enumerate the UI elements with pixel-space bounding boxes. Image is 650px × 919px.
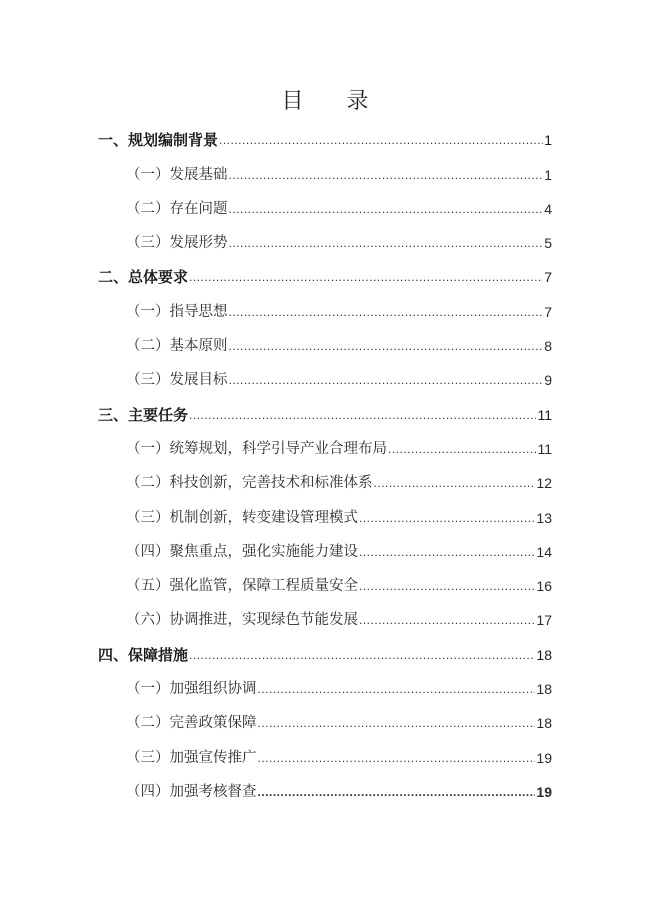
- toc-entry-section[interactable]: [98, 219, 552, 253]
- dot-leader: [359, 576, 535, 596]
- dot-leader: [229, 165, 544, 185]
- dot-leader: [189, 645, 535, 665]
- toc-entry-page: 8: [544, 338, 552, 355]
- dot-leader: [229, 336, 544, 356]
- toc-entry-section[interactable]: [98, 528, 552, 562]
- toc-entry-section[interactable]: [98, 287, 552, 321]
- toc-entry-label: 一、规划编制背景: [98, 131, 219, 150]
- toc-entry-label: （一）指导思想: [126, 303, 228, 320]
- dot-leader: [374, 473, 536, 493]
- toc-entry-page: 11: [537, 406, 552, 423]
- toc-entry-label: （六）协调推进，实现绿色节能发展: [126, 612, 358, 629]
- toc-entry-label: （二）完善政策保障: [126, 715, 257, 732]
- toc-entry-page: 17: [536, 612, 552, 629]
- toc-entry-section[interactable]: [98, 733, 552, 767]
- toc-entry-label: （二）科技创新，完善技术和标准体系: [126, 475, 373, 492]
- table-of-contents: [98, 116, 552, 802]
- toc-entry-label: （一）发展基础: [126, 166, 228, 183]
- toc-entry-chapter-4[interactable]: [98, 630, 552, 664]
- toc-entry-label: （五）强化监管，保障工程质量安全: [126, 578, 358, 595]
- dot-leader: [219, 130, 543, 150]
- toc-entry-section[interactable]: [98, 493, 552, 527]
- toc-entry-section[interactable]: [98, 459, 552, 493]
- toc-entry-label: （二）存在问题: [126, 200, 228, 217]
- dot-leader: [229, 302, 544, 322]
- toc-entry-page: 9: [544, 372, 552, 389]
- toc-entry-label: （四）加强考核督查: [126, 783, 257, 800]
- toc-entry-page: 19: [536, 783, 552, 800]
- toc-entry-label: 二、总体要求: [98, 268, 189, 287]
- toc-title: 目 录: [281, 89, 387, 114]
- toc-entry-label: （一）加强组织协调: [126, 681, 257, 698]
- toc-entry-section[interactable]: [98, 425, 552, 459]
- dot-leader: [189, 267, 543, 287]
- toc-entry-chapter-1[interactable]: [98, 116, 552, 150]
- dot-leader: [258, 679, 536, 699]
- toc-entry-section[interactable]: [98, 322, 552, 356]
- dot-leader: [189, 405, 536, 425]
- toc-entry-page: 5: [544, 235, 552, 252]
- toc-entry-page: 18: [536, 646, 552, 663]
- toc-entry-section[interactable]: [98, 699, 552, 733]
- toc-entry-label: （三）发展目标: [126, 372, 228, 389]
- toc-entry-page: 7: [544, 269, 552, 286]
- toc-entry-label: （四）聚焦重点，强化实施能力建设: [126, 543, 358, 560]
- toc-entry-section[interactable]: [98, 596, 552, 630]
- toc-entry-page: 14: [536, 543, 552, 560]
- dot-leader: [258, 748, 536, 768]
- dot-leader: [388, 439, 536, 459]
- toc-entry-page: 1: [544, 166, 552, 183]
- toc-entry-page: 13: [536, 509, 552, 526]
- toc-entry-label: 三、主要任务: [98, 405, 189, 424]
- dot-leader: [258, 782, 536, 802]
- toc-entry-label: 四、保障措施: [98, 645, 189, 664]
- toc-entry-label: （三）机制创新，转变建设管理模式: [126, 509, 358, 526]
- toc-entry-label: （三）加强宣传推广: [126, 749, 257, 766]
- toc-entry-page: 4: [544, 200, 552, 217]
- dot-leader: [359, 542, 535, 562]
- toc-entry-label: （三）发展形势: [126, 235, 228, 252]
- toc-entry-page: 16: [536, 578, 552, 595]
- toc-entry-page: 18: [536, 715, 552, 732]
- dot-leader: [258, 713, 536, 733]
- toc-entry-section[interactable]: [98, 150, 552, 184]
- dot-leader: [229, 199, 544, 219]
- toc-entry-page: 12: [536, 475, 552, 492]
- toc-entry-label: （二）基本原则: [126, 338, 228, 355]
- toc-entry-chapter-2[interactable]: [98, 253, 552, 287]
- toc-entry-page: 7: [544, 303, 552, 320]
- toc-entry-section[interactable]: [98, 562, 552, 596]
- dot-leader: [359, 610, 535, 630]
- toc-entry-section[interactable]: [98, 356, 552, 390]
- toc-entry-page: 11: [537, 440, 552, 457]
- toc-entry-page: 19: [536, 749, 552, 766]
- toc-entry-chapter-3[interactable]: [98, 390, 552, 424]
- dot-leader: [229, 233, 544, 253]
- dot-leader: [229, 370, 544, 390]
- toc-entry-section[interactable]: [98, 665, 552, 699]
- toc-entry-page: 1: [544, 132, 552, 149]
- toc-entry-page: 18: [536, 681, 552, 698]
- toc-entry-section[interactable]: [98, 185, 552, 219]
- dot-leader: [359, 508, 535, 528]
- toc-entry-section[interactable]: [98, 768, 552, 802]
- toc-entry-label: （一）统筹规划，科学引导产业合理布局: [126, 440, 387, 457]
